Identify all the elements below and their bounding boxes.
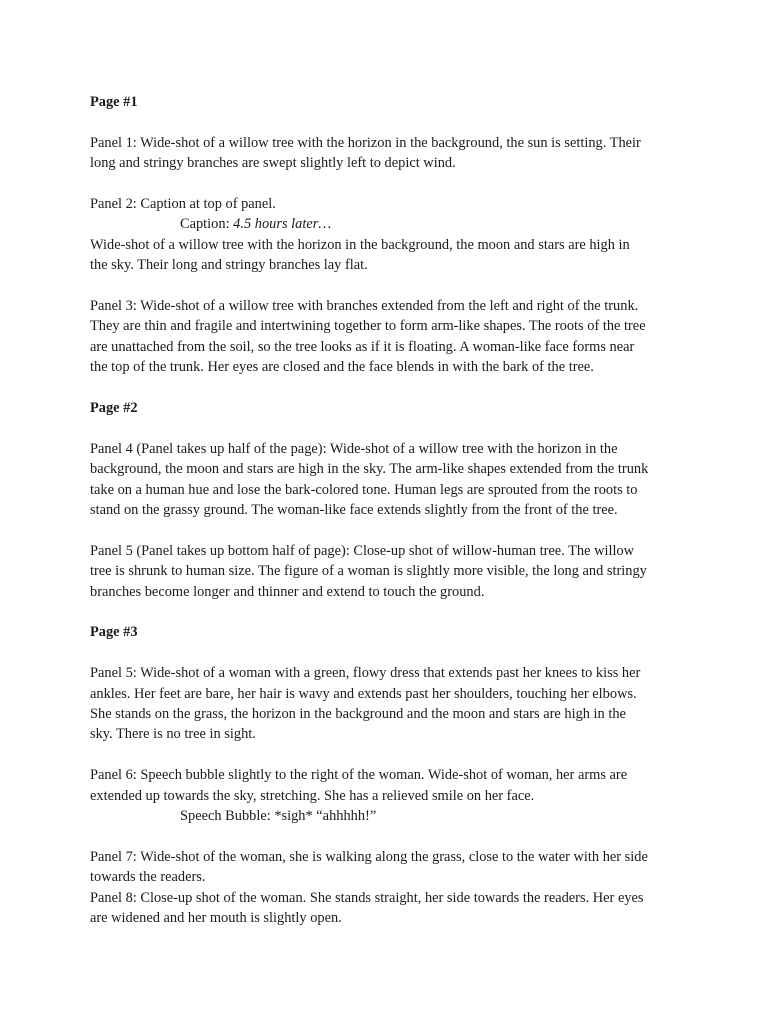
page-3-panel-5-description: [90, 663, 680, 745]
panel-5-description: [90, 541, 680, 602]
panel-3-line: Panel 3: Wide-shot of a willow tree with branches extended from the left and right of the trunk.: [90, 298, 639, 315]
panel-8-line: are widened and her mouth is slightly open.: [90, 910, 342, 927]
page-3-heading: Page #3: [90, 624, 138, 641]
panel-8-line: Panel 8: Close-up shot of the woman. She stands straight, her side towards the readers. Her eyes: [90, 889, 644, 906]
panel-6-line: Panel 6: Speech bubble slightly to the right of the woman. Wide-shot of woman, her arms are: [90, 767, 628, 784]
panel-2-intro: Panel 2: Caption at top of panel.: [90, 196, 276, 212]
panel-4-description: [90, 439, 680, 521]
panel-4-line: take on a human hue and lose the bark-colored tone. Human legs are sprouted from the roots to: [90, 481, 638, 498]
panel-6-line: extended up towards the sky, stretching. She has a relieved smile on her face.: [90, 787, 535, 804]
page-3-panel-5-line: She stands on the grass, the horizon in the background and the moon and stars are high in the: [90, 706, 626, 723]
page-3-panel-5-line: Panel 5: Wide-shot of a woman with a green, flowy dress that extends past her knees to kiss her: [90, 665, 641, 682]
panel-2-line: the sky. Their long and stringy branches lay flat.: [90, 257, 368, 274]
panel-7-line: towards the readers.: [90, 869, 206, 886]
caption-label: Caption:: [180, 216, 234, 233]
page-1-heading: Page #1: [90, 94, 138, 110]
panel-4-line: background, the moon and stars are high in the sky. The arm-like shapes extended from the trunk: [90, 461, 649, 478]
document-page: [90, 92, 680, 949]
panel-6-description: [90, 765, 680, 826]
panel-2-description: [90, 194, 680, 276]
panel-8-description: [90, 888, 680, 929]
panel-7-description: [90, 847, 680, 888]
page-2-heading: Page #2: [90, 400, 138, 417]
panel-6-speech-bubble: Speech Bubble: *sigh* “ahhhhh!”: [180, 808, 377, 825]
panel-5-line: branches become longer and thinner and extend to touch the ground.: [90, 583, 485, 600]
panel-1-description: [90, 133, 680, 174]
page-3-panel-5-line: ankles. Her feet are bare, her hair is wavy and extends past her shoulders, touching her elbows.: [90, 685, 637, 702]
panel-7-line: Panel 7: Wide-shot of the woman, she is walking along the grass, close to the water with her side: [90, 848, 648, 865]
panel-1-line: long and stringy branches are swept slightly left to depict wind.: [90, 155, 456, 172]
panel-3-line: are unattached from the soil, so the tree looks as if it is floating. A woman-like face forms near: [90, 338, 635, 355]
panel-5-line: Panel 5 (Panel takes up bottom half of page): Close-up shot of willow-human tree. The willow: [90, 542, 635, 559]
panel-5-line: tree is shrunk to human size. The figure of a woman is slightly more visible, the long and stringy: [90, 563, 647, 580]
panel-4-line: stand on the grassy ground. The woman-like face extends slightly from the front of the tree.: [90, 502, 618, 519]
panel-4-line: Panel 4 (Panel takes up half of the page): Wide-shot of a willow tree with the horizon in the: [90, 440, 618, 457]
panel-3-line: the top of the trunk. Her eyes are closed and the face blends in with the bark of the tree.: [90, 359, 594, 376]
panel-3-description: [90, 296, 680, 378]
page-3-panel-5-line: sky. There is no tree in sight.: [90, 726, 256, 743]
panel-2-caption: [90, 214, 680, 234]
panel-2-line: Wide-shot of a willow tree with the horizon in the background, the moon and stars are high in: [90, 236, 630, 253]
panel-1-line: Panel 1: Wide-shot of a willow tree with the horizon in the background, the sun is setting. Their: [90, 134, 641, 151]
caption-text: 4.5 hours later…: [233, 216, 332, 233]
panel-3-line: They are thin and fragile and intertwining together to form arm-like shapes. The roots of the tree: [90, 318, 646, 335]
